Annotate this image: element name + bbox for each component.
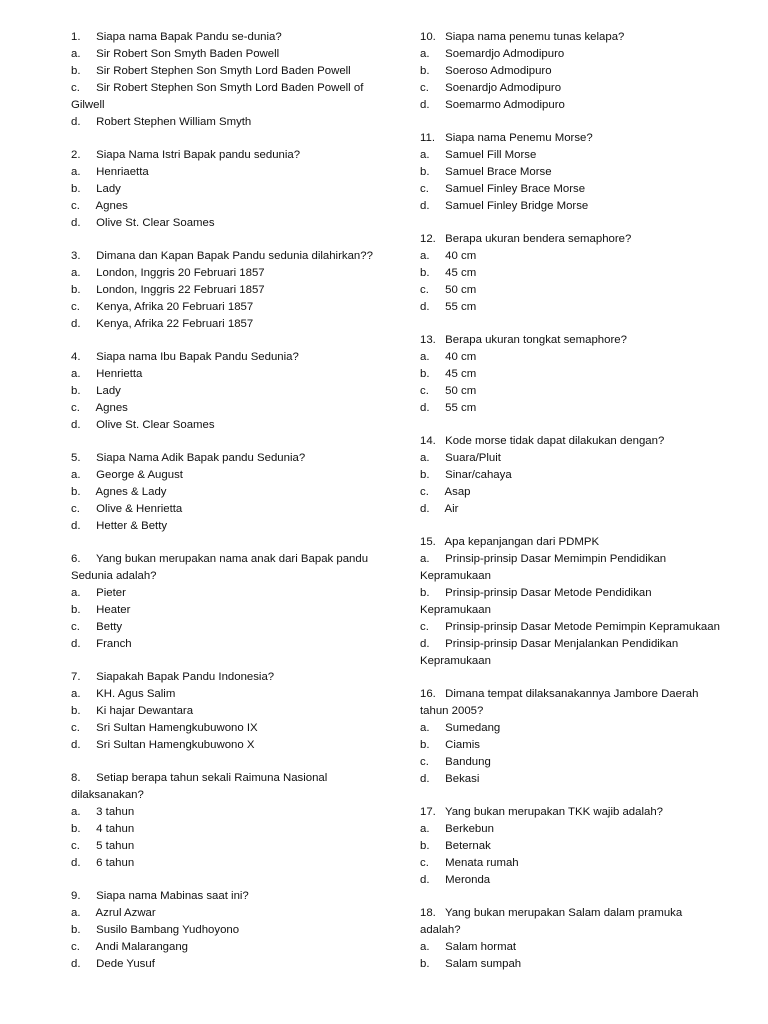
option-text: Sir Robert Stephen Son Smyth Lord Baden Powell of Gilwell xyxy=(71,82,364,111)
option-letter: c. xyxy=(71,301,80,313)
option-text: Prinsip-prinsip Dasar Metode Pendidikan Kepramukaan xyxy=(420,587,652,616)
question-block xyxy=(71,770,391,872)
question-number: 7. xyxy=(71,671,81,683)
option-text: Samuel Brace Morse xyxy=(445,166,552,178)
option-letter: b. xyxy=(420,469,430,481)
option-text: 40 cm xyxy=(445,250,477,262)
question-number: 2. xyxy=(71,149,81,161)
option-letter: d. xyxy=(420,200,430,212)
answer-option xyxy=(71,198,391,215)
option-letter: a. xyxy=(71,907,81,919)
question-block xyxy=(71,669,391,754)
question-number: 13. xyxy=(420,334,436,346)
question-number: 12. xyxy=(420,233,436,245)
option-letter: a. xyxy=(71,368,81,380)
option-text: Sri Sultan Hamengkubuwono IX xyxy=(96,722,258,734)
option-letter: a. xyxy=(420,452,430,464)
option-text: Berkebun xyxy=(445,823,494,835)
question-label: Yang bukan merupakan nama anak dari Bapak pandu Sedunia adalah? xyxy=(71,553,369,582)
question-block xyxy=(71,450,391,535)
option-letter: c. xyxy=(420,486,429,498)
option-text: Henriaetta xyxy=(96,166,149,178)
answer-option xyxy=(71,619,391,636)
answer-option xyxy=(71,299,391,316)
option-text: KH. Agus Salim xyxy=(96,688,176,700)
answer-option xyxy=(420,63,720,80)
question-block xyxy=(420,905,720,973)
option-text: Dede Yusuf xyxy=(96,958,155,970)
question-text xyxy=(71,29,391,46)
option-text: Heater xyxy=(96,604,131,616)
question-label: Siapa Nama Adik Bapak pandu Sedunia? xyxy=(96,452,306,464)
answer-option xyxy=(420,956,720,973)
option-letter: a. xyxy=(71,166,81,178)
answer-option xyxy=(420,551,720,585)
option-letter: a. xyxy=(420,351,430,363)
question-number: 17. xyxy=(420,806,436,818)
answer-option xyxy=(71,602,391,619)
answer-option xyxy=(71,905,391,922)
option-letter: d. xyxy=(420,503,430,515)
question-block xyxy=(420,29,720,114)
question-text xyxy=(420,534,720,551)
question-label: Berapa ukuran bendera semaphore? xyxy=(445,233,632,245)
option-text: Soenardjo Admodipuro xyxy=(445,82,562,94)
answer-option xyxy=(420,467,720,484)
answer-option xyxy=(71,366,391,383)
option-letter: a. xyxy=(71,469,81,481)
answer-option xyxy=(71,63,391,80)
option-text: George & August xyxy=(96,469,183,481)
option-letter: b. xyxy=(71,823,81,835)
option-text: Sir Robert Stephen Son Smyth Lord Baden Powell xyxy=(96,65,351,77)
answer-option xyxy=(71,686,391,703)
answer-option xyxy=(71,484,391,501)
answer-option xyxy=(420,366,720,383)
option-letter: a. xyxy=(71,587,81,599)
option-letter: a. xyxy=(71,688,81,700)
option-letter: d. xyxy=(420,638,430,650)
question-text xyxy=(420,433,720,450)
question-block xyxy=(420,534,720,670)
option-letter: d. xyxy=(420,99,430,111)
option-text: Asap xyxy=(444,486,471,498)
answer-option xyxy=(71,265,391,282)
answer-option xyxy=(420,737,720,754)
question-label: Berapa ukuran tongkat semaphore? xyxy=(445,334,627,346)
option-letter: d. xyxy=(420,773,430,785)
option-text: Agnes & Lady xyxy=(95,486,167,498)
option-text: Olive & Henrietta xyxy=(96,503,183,515)
option-text: Prinsip-prinsip Dasar Memimpin Pendidikan Kepramukaan xyxy=(420,553,667,582)
option-letter: c. xyxy=(420,385,429,397)
option-text: Prinsip-prinsip Dasar Menjalankan Pendidikan Kepramukaan xyxy=(420,638,679,667)
question-number: 10. xyxy=(420,31,436,43)
question-text xyxy=(420,804,720,821)
option-letter: b. xyxy=(71,65,81,77)
option-letter: a. xyxy=(420,941,430,953)
question-label: Siapa nama Ibu Bapak Pandu Sedunia? xyxy=(96,351,299,363)
option-text: Olive St. Clear Soames xyxy=(96,419,215,431)
answer-option xyxy=(420,299,720,316)
option-letter: c. xyxy=(71,200,80,212)
option-letter: b. xyxy=(420,267,430,279)
option-text: Samuel Finley Brace Morse xyxy=(445,183,586,195)
option-text: Kenya, Afrika 20 Februari 1857 xyxy=(96,301,254,313)
option-text: Bandung xyxy=(445,756,491,768)
option-letter: d. xyxy=(71,419,81,431)
question-number: 6. xyxy=(71,553,81,565)
question-label: Yang bukan merupakan TKK wajib adalah? xyxy=(444,806,664,818)
option-text: 4 tahun xyxy=(96,823,135,835)
option-text: Sri Sultan Hamengkubuwono X xyxy=(96,739,255,751)
question-block xyxy=(420,804,720,889)
option-letter: a. xyxy=(420,48,430,60)
option-text: Robert Stephen William Smyth xyxy=(96,116,252,128)
answer-option xyxy=(420,855,720,872)
answer-option xyxy=(71,956,391,973)
option-text: 50 cm xyxy=(445,385,477,397)
question-label: Kode morse tidak dapat dilakukan dengan? xyxy=(445,435,665,447)
answer-option xyxy=(420,771,720,788)
answer-option xyxy=(71,518,391,535)
option-letter: b. xyxy=(420,65,430,77)
answer-option xyxy=(420,164,720,181)
option-text: 3 tahun xyxy=(96,806,135,818)
answer-option xyxy=(420,80,720,97)
option-text: Samuel Finley Bridge Morse xyxy=(445,200,589,212)
question-number: 11. xyxy=(420,132,435,144)
answer-option xyxy=(71,585,391,602)
answer-option xyxy=(71,181,391,198)
option-text: 6 tahun xyxy=(96,857,135,869)
option-letter: b. xyxy=(71,924,81,936)
question-text xyxy=(420,332,720,349)
answer-option xyxy=(71,114,391,131)
option-letter: d. xyxy=(71,638,81,650)
answer-option xyxy=(420,181,720,198)
question-text xyxy=(420,905,720,939)
answer-option xyxy=(71,804,391,821)
option-text: Andi Malarangang xyxy=(95,941,189,953)
answer-option xyxy=(71,636,391,653)
answer-option xyxy=(420,619,720,636)
option-letter: b. xyxy=(71,486,81,498)
question-text xyxy=(71,888,391,905)
option-letter: c. xyxy=(420,756,429,768)
option-text: Soeroso Admodipuro xyxy=(445,65,552,77)
answer-option xyxy=(420,248,720,265)
answer-option xyxy=(71,400,391,417)
answer-option xyxy=(420,636,720,670)
option-letter: c. xyxy=(420,183,429,195)
answer-option xyxy=(71,383,391,400)
answer-option xyxy=(71,855,391,872)
option-letter: b. xyxy=(71,183,81,195)
question-block xyxy=(420,231,720,316)
answer-option xyxy=(420,939,720,956)
question-block xyxy=(420,130,720,215)
option-text: 55 cm xyxy=(445,301,477,313)
answer-option xyxy=(420,872,720,889)
answer-option xyxy=(71,282,391,299)
question-text xyxy=(420,231,720,248)
answer-option xyxy=(71,939,391,956)
answer-option xyxy=(420,821,720,838)
option-text: Susilo Bambang Yudhoyono xyxy=(96,924,240,936)
option-text: Lady xyxy=(96,385,121,397)
option-letter: b. xyxy=(420,840,430,852)
option-letter: c. xyxy=(71,941,80,953)
answer-option xyxy=(420,720,720,737)
option-letter: c. xyxy=(71,621,80,633)
option-letter: d. xyxy=(420,874,430,886)
option-text: Franch xyxy=(96,638,132,650)
question-text xyxy=(71,450,391,467)
option-text: Suara/Pluit xyxy=(445,452,501,464)
option-letter: d. xyxy=(71,116,81,128)
question-text xyxy=(71,669,391,686)
question-number: 8. xyxy=(71,772,81,784)
option-letter: c. xyxy=(420,82,429,94)
option-letter: b. xyxy=(420,739,430,751)
answer-option xyxy=(71,46,391,63)
option-text: Soemardjo Admodipuro xyxy=(445,48,565,60)
question-text xyxy=(71,248,391,265)
option-text: Pieter xyxy=(96,587,126,599)
question-text xyxy=(420,686,720,720)
option-letter: c. xyxy=(420,621,429,633)
answer-option xyxy=(71,164,391,181)
answer-option xyxy=(71,501,391,518)
answer-option xyxy=(420,585,720,619)
question-label: Siapa nama penemu tunas kelapa? xyxy=(445,31,625,43)
question-number: 9. xyxy=(71,890,81,902)
option-text: Olive St. Clear Soames xyxy=(96,217,215,229)
option-text: 55 cm xyxy=(445,402,477,414)
option-letter: d. xyxy=(420,402,430,414)
option-text: 45 cm xyxy=(445,267,477,279)
question-number: 5. xyxy=(71,452,81,464)
option-text: Henrietta xyxy=(96,368,143,380)
question-text xyxy=(420,130,720,147)
option-letter: b. xyxy=(420,958,430,970)
answer-option xyxy=(420,97,720,114)
answer-option xyxy=(71,720,391,737)
option-letter: a. xyxy=(420,823,430,835)
option-text: Salam hormat xyxy=(445,941,517,953)
answer-option xyxy=(420,198,720,215)
answer-option xyxy=(420,484,720,501)
option-text: Sumedang xyxy=(445,722,501,734)
answer-option xyxy=(420,265,720,282)
option-text: Agnes xyxy=(95,200,128,212)
question-block xyxy=(71,248,391,333)
question-label: Dimana tempat dilaksanakannya Jambore Daerah tahun 2005? xyxy=(420,688,699,717)
option-letter: c. xyxy=(420,857,429,869)
option-text: Salam sumpah xyxy=(445,958,522,970)
option-letter: b. xyxy=(71,385,81,397)
question-number: 1. xyxy=(71,31,81,43)
answer-option xyxy=(420,754,720,771)
answer-option xyxy=(71,737,391,754)
option-letter: c. xyxy=(71,503,80,515)
answer-option xyxy=(71,703,391,720)
option-text: London, Inggris 22 Februari 1857 xyxy=(96,284,265,296)
question-label: Siapa nama Bapak Pandu se-dunia? xyxy=(96,31,282,43)
option-text: Ki hajar Dewantara xyxy=(96,705,194,717)
question-block xyxy=(420,433,720,518)
answer-option xyxy=(420,349,720,366)
option-letter: c. xyxy=(71,82,80,94)
option-letter: a. xyxy=(71,806,81,818)
option-letter: d. xyxy=(71,217,81,229)
question-number: 16. xyxy=(420,688,436,700)
option-letter: d. xyxy=(71,739,81,751)
option-text: Meronda xyxy=(445,874,491,886)
question-label: Siapakah Bapak Pandu Indonesia? xyxy=(96,671,275,683)
option-text: Agnes xyxy=(95,402,128,414)
question-number: 15. xyxy=(420,536,436,548)
option-letter: b. xyxy=(71,284,81,296)
question-label: Yang bukan merupakan Salam dalam pramuka adalah? xyxy=(420,907,683,936)
question-label: Dimana dan Kapan Bapak Pandu sedunia dilahirkan?? xyxy=(96,250,373,262)
answer-option xyxy=(71,922,391,939)
question-label: Siapa nama Mabinas saat ini? xyxy=(96,890,249,902)
option-text: Sir Robert Son Smyth Baden Powell xyxy=(96,48,280,60)
option-text: 5 tahun xyxy=(96,840,135,852)
question-text xyxy=(71,349,391,366)
question-number: 4. xyxy=(71,351,81,363)
question-block xyxy=(420,332,720,417)
question-block xyxy=(71,29,391,131)
option-text: Prinsip-prinsip Dasar Metode Pemimpin Kepramukaan xyxy=(445,621,720,633)
answer-option xyxy=(71,215,391,232)
question-block xyxy=(71,147,391,232)
option-letter: d. xyxy=(71,857,81,869)
question-block xyxy=(71,349,391,434)
question-label: Siapa nama Penemu Morse? xyxy=(445,132,593,144)
answer-option xyxy=(420,147,720,164)
answer-option xyxy=(420,383,720,400)
option-letter: a. xyxy=(420,553,430,565)
option-letter: b. xyxy=(420,368,430,380)
option-text: Menata rumah xyxy=(445,857,519,869)
option-letter: c. xyxy=(71,840,80,852)
answer-option xyxy=(420,501,720,518)
option-letter: c. xyxy=(420,284,429,296)
option-letter: a. xyxy=(71,48,81,60)
right-column xyxy=(420,29,720,989)
option-text: Ciamis xyxy=(445,739,480,751)
option-letter: a. xyxy=(71,267,81,279)
answer-option xyxy=(71,467,391,484)
option-letter: b. xyxy=(420,166,430,178)
option-text: Bekasi xyxy=(445,773,480,785)
option-text: Air xyxy=(444,503,459,515)
answer-option xyxy=(71,417,391,434)
question-text xyxy=(71,147,391,164)
option-letter: b. xyxy=(71,705,81,717)
option-text: Sinar/cahaya xyxy=(445,469,512,481)
option-text: Samuel Fill Morse xyxy=(445,149,537,161)
option-text: 50 cm xyxy=(445,284,477,296)
answer-option xyxy=(71,838,391,855)
question-block xyxy=(71,551,391,653)
option-text: Kenya, Afrika 22 Februari 1857 xyxy=(96,318,254,330)
answer-option xyxy=(420,450,720,467)
question-number: 3. xyxy=(71,250,81,262)
question-number: 14. xyxy=(420,435,436,447)
option-letter: b. xyxy=(420,587,430,599)
question-text xyxy=(71,551,391,585)
option-text: 40 cm xyxy=(445,351,477,363)
question-block xyxy=(71,888,391,973)
option-letter: a. xyxy=(420,250,430,262)
option-text: Betty xyxy=(96,621,123,633)
option-letter: c. xyxy=(71,722,80,734)
option-text: Lady xyxy=(96,183,121,195)
option-text: 45 cm xyxy=(445,368,477,380)
option-letter: d. xyxy=(420,301,430,313)
answer-option xyxy=(71,316,391,333)
left-column xyxy=(71,29,391,989)
question-text xyxy=(71,770,391,804)
answer-option xyxy=(420,282,720,299)
question-number: 18. xyxy=(420,907,436,919)
option-letter: c. xyxy=(71,402,80,414)
question-label: Siapa Nama Istri Bapak pandu sedunia? xyxy=(96,149,301,161)
option-letter: d. xyxy=(71,520,81,532)
answer-option xyxy=(71,80,391,114)
option-text: London, Inggris 20 Februari 1857 xyxy=(96,267,265,279)
answer-option xyxy=(71,821,391,838)
option-text: Hetter & Betty xyxy=(96,520,168,532)
option-letter: a. xyxy=(420,722,430,734)
option-letter: b. xyxy=(71,604,81,616)
option-text: Beternak xyxy=(445,840,491,852)
option-text: Soemarmo Admodipuro xyxy=(445,99,565,111)
option-letter: a. xyxy=(420,149,430,161)
answer-option xyxy=(420,838,720,855)
question-text xyxy=(420,29,720,46)
answer-option xyxy=(420,46,720,63)
question-label: Apa kepanjangan dari PDMPK xyxy=(444,536,600,548)
answer-option xyxy=(420,400,720,417)
question-label: Setiap berapa tahun sekali Raimuna Nasional dilaksanakan? xyxy=(71,772,328,801)
question-block xyxy=(420,686,720,788)
option-letter: d. xyxy=(71,958,81,970)
option-letter: d. xyxy=(71,318,81,330)
option-text: Azrul Azwar xyxy=(95,907,156,919)
